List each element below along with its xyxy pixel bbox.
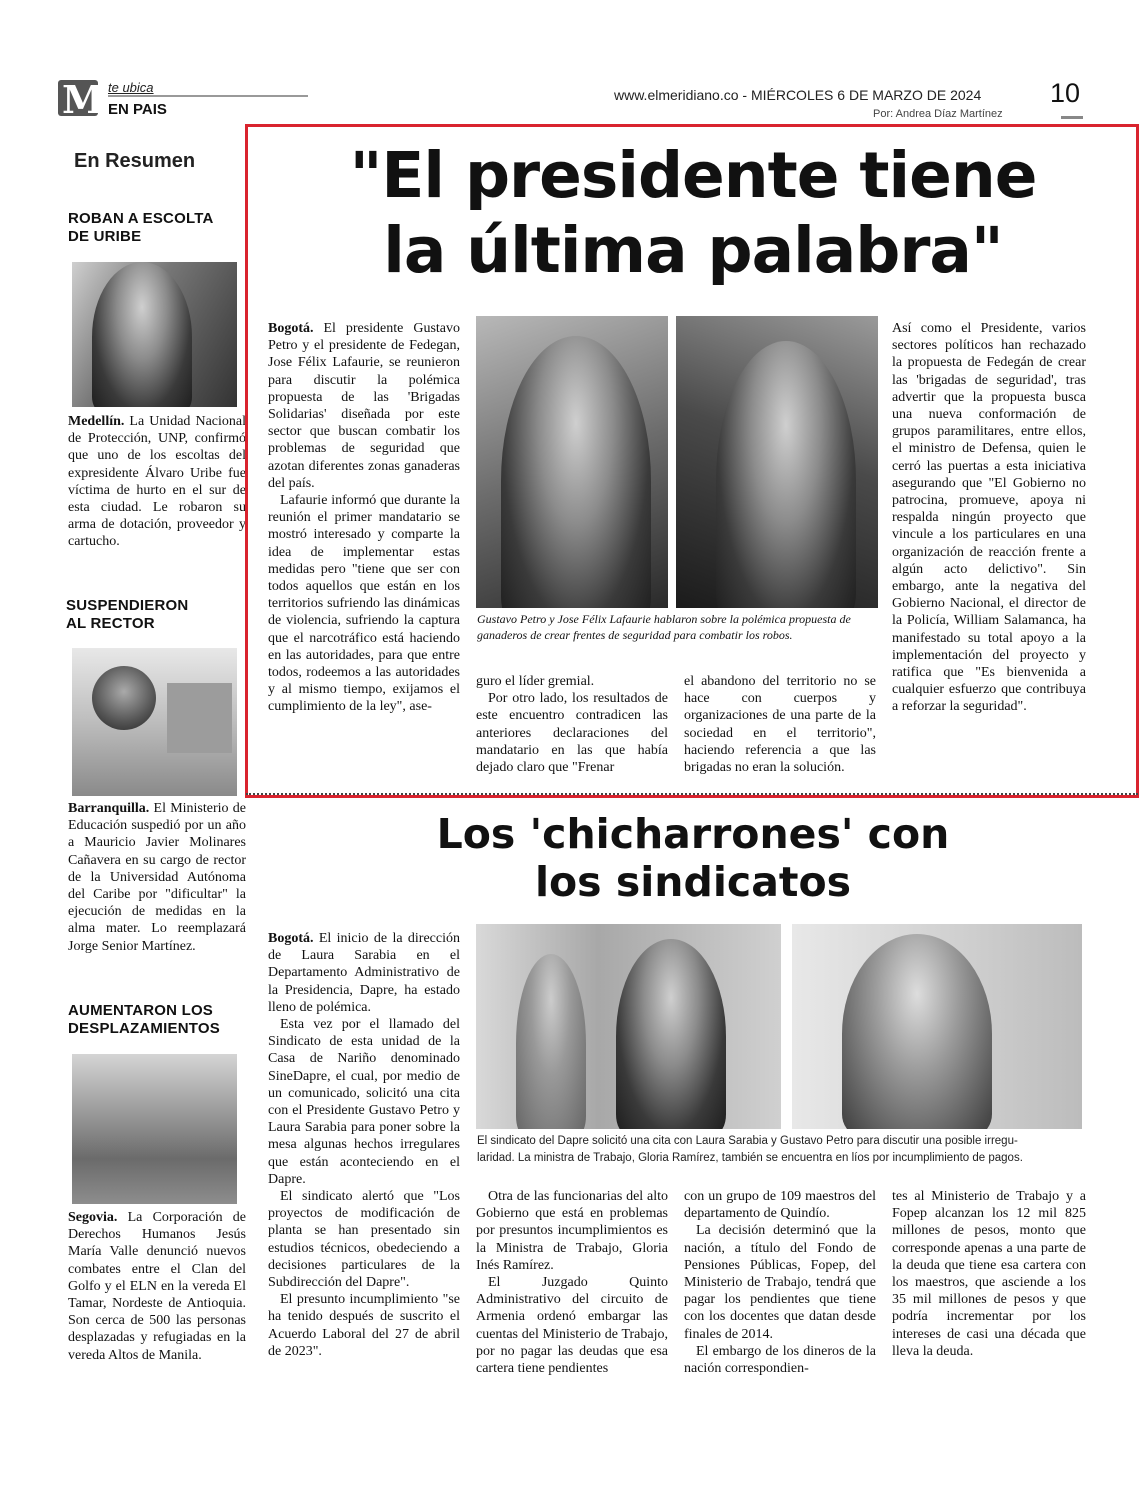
article1-col2: guro el líder gremial. Por otro lado, los resultados de este encuentro contradicen las anteriores declaraciones del mandatario en las que había dejado claro que "Frenar bbox=[476, 674, 668, 776]
photo-ramirez bbox=[792, 924, 1082, 1129]
header-rule bbox=[108, 95, 308, 97]
article2-col2: Otra de las funcionarias del alto Gobierno que está en problemas por presuntos incumplimientos es la Ministra de Trabajo, Gloria Inés Ramírez. El Juzgado Quinto Administrativo del circuito de Armenia ordenó embargar las cuentas del Ministerio de Trabajo, por no pagar las deudas que esa cartera tiene pendientes bbox=[476, 1189, 668, 1377]
portrait-circle bbox=[92, 666, 156, 730]
article1-title: "El presidente tiene la última palabra" bbox=[349, 139, 1037, 287]
figure-silhouette bbox=[501, 336, 651, 608]
page-number-rule bbox=[1061, 116, 1083, 119]
photo-escolta bbox=[72, 262, 237, 407]
logo-letter: M bbox=[62, 77, 105, 122]
sidebar bbox=[62, 140, 245, 1400]
figure-silhouette bbox=[616, 939, 726, 1129]
photo-segovia bbox=[72, 1054, 237, 1204]
section-label: EN PAIS bbox=[108, 101, 167, 118]
article1-col1: Bogotá. El presidente Gustavo Petro y el presidente de Fedegan, Jose Félix Lafaurie, se reunieron para discutir la polémica propuesta de las 'Brigadas Solidarias' diseñada por este sector que buscan combatir los problemas de seguridad que azotan diferentes zonas ganaderas del país. Lafaurie informó que durante la reunión el primer mandatario se mostró interesado y comparte la idea de implementar estas medidas pero "tiene que ser con todos aquellos que están en los territorios sufriendo las dinámicas de violencia, sufriendo la captura que el narcotráfico está haciendo en las autoridades, para que entre todos, rodeemos a las autoridades y al mismo tiempo, exijamos el cumplimiento de la ley", ase- bbox=[268, 321, 460, 715]
sidebar-title: En Resumen bbox=[74, 150, 196, 172]
sidebar-item-text: Segovia. La Corporación de Derechos Humanos Jesús María Valle denunció nuevos combates entre el Clan del Golfo y el ELN en la vereda El Tamar, Nordeste de Antioquia. Son cerca de 500 las personas desplazadas y refugiadas en la vereda Altos de Manila. bbox=[68, 1210, 246, 1363]
sidebar-item-text: Medellín. La Unidad Nacional de Protección, UNP, confirmó que uno de los escoltas del expresidente Álvaro Uribe fue víctima de hurto en el sur de esta ciudad. Le robaron su arma de dotación, proveedor y cartucho. bbox=[68, 414, 246, 550]
article1-col3: el abandono del territorio no se hace con cuerpos y organizaciones de una parte de la sociedad en el territorio", haciendo referencia a que las brigadas no eran la solución. bbox=[684, 674, 876, 776]
sidebar-headline: ROBAN A ESCOLTA DE URIBE bbox=[68, 210, 214, 245]
article1-col4: Así como el Presidente, varios sectores políticos han rechazado la propuesta de Fedegán de crear las 'brigadas de seguridad', tras advertir que la propuesta busca una nueva conformación de grupos paramilitares, entre ellos, el ministro de Defensa, quien le cerró las puertas a esta iniciativa asegurando que "El Gobierno no patrocina, promueve, apoya ni respalda ningún proyecto que vincule a los particulares en una organización de reacción frente a algún acto delictivo". Sin embargo, ante la negativa del Gobierno Nacional, el director de la Policía, William Salamanca, ha manifestado su total apoyo a la implementación del proyecto y ratifica que "Es bienvenida a cualquier esfuerzo que contribuya a reforzar la seguridad". bbox=[892, 321, 1086, 715]
article-separator bbox=[246, 793, 1138, 795]
masthead bbox=[58, 78, 1088, 123]
figure-silhouette bbox=[92, 262, 192, 407]
sidebar-item-text: Barranquilla. El Ministerio de Educación suspedió por un año a Mauricio Javier Molinares Cañavera en su cargo de rector de la Universidad Autónoma del Caribe por "dificultar" la ejecución de medidas en la alma mater. Lo reemplazará Jorge Senior Martínez. bbox=[68, 801, 246, 954]
photo-rector bbox=[72, 648, 237, 796]
figure-silhouette bbox=[516, 954, 586, 1129]
article2-col1: Bogotá. El inicio de la dirección de Laura Sarabia en el Departamento Administrativo de la Presidencia, Dapre, ha estado lleno de polémica. Esta vez por el llamado del Sindicato de esta unidad de la Casa de Nariño denominado SineDapre, el cual, por medio de un comunicado, solicitó una cita con el Presidente Gustavo Petro y Laura Sarabia para poner sobre la mesa algunas hechos irregulares que están aconteciendo en el Dapre. El sindicato alertó que "Los proyectos de modificación de planta se han presentado sin estudios técnicos, obedeciendo a decisiones particulares de la Subdirección del Dapre". El presunto incumplimiento "se ha tenido después de suscrito el Acuerdo Laboral del 27 de abril de 2023". bbox=[268, 931, 460, 1359]
tagline: te ubica bbox=[108, 80, 154, 95]
photo-lafaurie bbox=[676, 316, 878, 608]
figure-silhouette bbox=[842, 934, 992, 1129]
photo-sarabia-petro bbox=[476, 924, 781, 1129]
page-number: 10 bbox=[1050, 78, 1081, 108]
article2-caption: El sindicato del Dapre solicitó una cita con Laura Sarabia y Gustavo Petro para discutir una posible irregu- laridad. La ministra de Trabajo, Gloria Ramírez, también se encuentra en líos por incumplimiento de pagos. bbox=[477, 1135, 1023, 1164]
sidebar-headline: AUMENTARON LOS DESPLAZAMIENTOS bbox=[68, 1002, 220, 1037]
article1-caption: Gustavo Petro y Jose Félix Lafaurie hablaron sobre la polémica propuesta de ganaderos de crear frentes de seguridad para combatir los robos. bbox=[477, 612, 851, 642]
logo bbox=[58, 77, 105, 122]
byline: Por: Andrea Díaz Martínez bbox=[873, 108, 1003, 120]
sidebar-headline: SUSPENDIERON AL RECTOR bbox=[66, 597, 189, 632]
photo-petro bbox=[476, 316, 668, 608]
article2-col4: tes al Ministerio de Trabajo y a Fopep alcanzan los 12 mil 825 millones de pesos, monto que corresponde apenas a una parte de la deuda que tiene esa cartera con los maestros, que asciende a los 35 mil millones de pesos y que podría incrementar por los intereses de casi una década que lleva la deuda. bbox=[892, 1189, 1086, 1359]
article2-col3: con un grupo de 109 maestros del departamento de Quindío. La decisión determinó que la nación, a título del Fondo de Pensiones Públicas, Fopep, del Ministerio de Trabajo, tendrá que pagar los pendientes que tiene con los docentes que datan desde finales de 2014. El embargo de los dineros de la nación correspondien- bbox=[684, 1189, 876, 1377]
figure-silhouette bbox=[716, 341, 856, 608]
article2-title: Los 'chicharrones' con los sindicatos bbox=[436, 810, 950, 906]
building-shape bbox=[167, 683, 232, 753]
site-date: www.elmeridiano.co - MIÉRCOLES 6 DE MARZO DE 2024 bbox=[614, 87, 982, 103]
